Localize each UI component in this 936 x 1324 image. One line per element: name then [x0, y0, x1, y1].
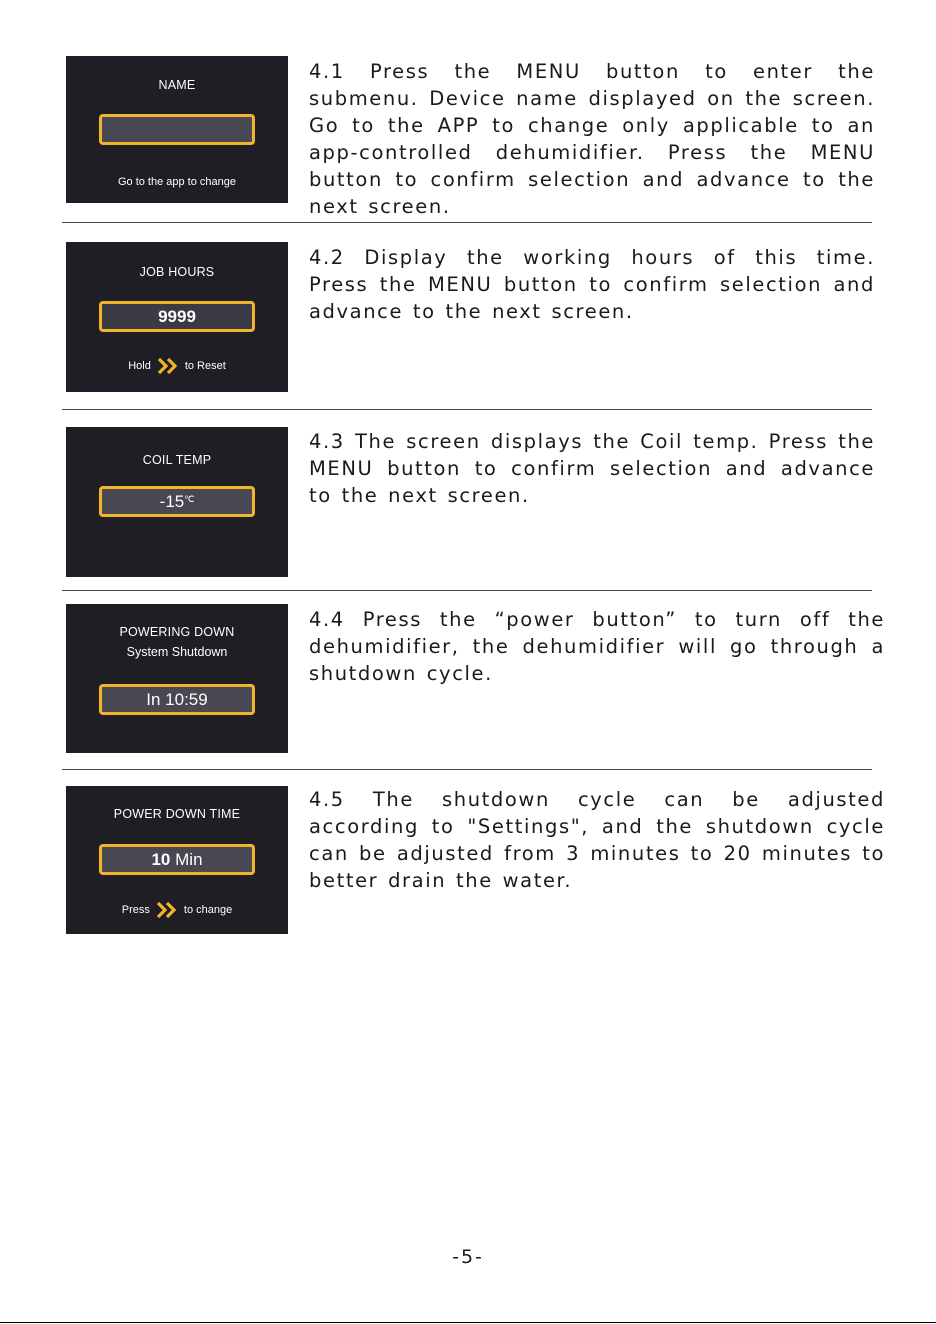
job-hours-screen	[66, 242, 288, 392]
divider	[62, 769, 872, 770]
divider	[62, 409, 872, 410]
screen-title: NAME	[158, 78, 196, 92]
celsius-unit: ℃	[184, 494, 195, 504]
powering-down-screen	[66, 604, 288, 753]
divider	[62, 222, 872, 223]
power-down-time-screen	[66, 786, 288, 934]
divider	[62, 590, 872, 591]
screen-subtitle: System Shutdown	[126, 645, 228, 659]
footer-left-text: Hold	[128, 360, 151, 372]
name-screen	[66, 56, 288, 203]
bottom-rule	[0, 1322, 936, 1323]
section-4-3-text: 4.3 The screen displays the Coil temp. Press the MENU button to confirm selection and advance to the next screen.	[309, 430, 875, 507]
coil-temp-screen	[66, 427, 288, 577]
double-chevron-right-icon	[157, 358, 179, 374]
countdown-value-box: In 10:59	[99, 684, 255, 715]
footer-left-text: Press	[121, 904, 150, 916]
section-4-2-text: 4.2 Display the working hours of this time. Press the MENU button to confirm selection and advance to the next screen.	[309, 246, 875, 323]
screen-title: JOB HOURS	[139, 265, 215, 279]
section-4-1-text: 4.1 Press the MENU button to enter the submenu. Device name displayed on the screen. Go to the APP to change only applicable to an app-controlled dehumidifier. Press the MENU button to confirm selection and advance to the next screen.	[309, 60, 875, 218]
job-hours-value: 9999	[158, 307, 196, 326]
screen-footer	[66, 902, 288, 918]
screen-footer	[66, 358, 288, 374]
section-4-5-text: 4.5 The shutdown cycle can be adjusted according to "Settings", and the shutdown cycle can be adjusted from 3 minutes to 20 minutes to better drain the water.	[309, 788, 885, 892]
screen-footer	[66, 176, 288, 188]
page-number: -5-	[452, 1246, 484, 1268]
section-4-4-text: 4.4 Press the “power button” to turn off the dehumidifier, the dehumidifier will go through a shutdown cycle.	[309, 608, 885, 685]
footer-text: Go to the app to change	[117, 176, 237, 188]
screen-title: POWERING DOWN	[119, 625, 235, 639]
screen-title: POWER DOWN TIME	[113, 807, 241, 821]
power-down-time-value: 10	[151, 850, 171, 869]
name-value-box	[99, 114, 255, 145]
coil-temp-value-box	[99, 486, 255, 517]
coil-temp-value: -15	[159, 492, 185, 511]
power-down-time-value-box	[99, 844, 255, 875]
double-chevron-right-icon	[156, 902, 178, 918]
screen-title: COIL TEMP	[142, 453, 212, 467]
footer-right-text: to Reset	[184, 360, 226, 372]
job-hours-value-box	[99, 301, 255, 332]
power-down-time-unit: Min	[175, 850, 203, 869]
footer-right-text: to change	[183, 904, 233, 916]
